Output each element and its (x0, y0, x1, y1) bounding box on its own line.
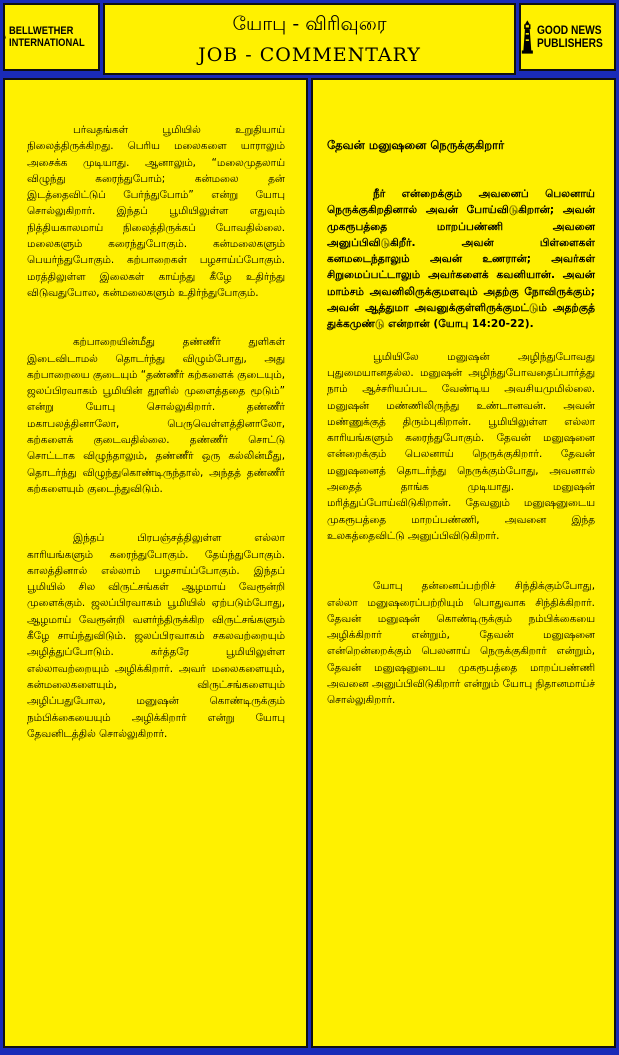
right-column (311, 78, 616, 1048)
right-column-text (327, 138, 595, 743)
good-news-logo (519, 3, 616, 71)
title-box (103, 3, 516, 75)
bellwether-logo (3, 3, 100, 71)
right-logo-text (537, 24, 603, 50)
paragraph: பர்வதங்கள் பூமியில் உறுதியாய் நிலைத்திருக்கிறது. பெரிய மலைகளை யாராலும் அசைக்க முடியாது. ஆனாலும், “மலைமுதலாய் விழுந்து கரைந்துபோம்; கன்மலை தன் இடத்தைவிட்டுப் பேர்ந்துபோம்” என்று யோபு சொல்லுகிறார். இந்தப் பூமியிலுள்ள எதுவும் நித்தியகாலமாய் நிலைத்திருக்கப் போவதில்லை. மலைகளும் கரைந்துபோகும். கன்மலைகளும் பெயர்ந்துபோகும். கற்பாறைகள் பழசாய்ப்போகும். மரத்திலுள்ள இலைகள் காய்ந்து கீழே உதிர்ந்து விடுவதுபோல, கன்மலைகளும் உதிர்ந்துபோகும். (27, 124, 285, 299)
left-column (3, 78, 308, 1048)
paragraph: இந்தப் பிரபஞ்சத்திலுள்ள எல்லா காரியங்களும் கரைந்துபோகும். தேய்ந்துபோகும். காலத்தினால் எல்லாம் பழசாய்ப்போகும். இந்தப் பூமியில் சில விருட்சங்கள் ஆழமாய் வேரூன்றி முளைக்கும். ஜலப்பிரவாகம் பூமியில் ஏற்படும்போது, ஆழமாய் வேரூன்றி வளர்ந்திருக்கிற விருட்சங்களும் கீழே சாய்ந்துவிடும். ஜலப்பிரவாகம் சகலவற்றையும் அழித்துப்போடும். கர்த்தரே பூமியிலுள்ள எல்லாவற்றையும் அழிக்கிறார். அவர் மலைகளையும், கன்மலைகளையும், விருட்சங்களையும் அழிப்பதுபோல, மனுஷன் கொண்டிருக்கும் நம்பிக்கையையும் அழிக்கிறார் என்று யோபு தேவனிடத்தில் சொல்லுகிறார். (27, 532, 285, 740)
left-column-text (27, 122, 285, 775)
left-logo-line: INTERNATIONAL (8, 37, 85, 49)
title-tamil: யோபு - விரிவுரை (232, 12, 387, 35)
scripture-verse: நீர் என்றைக்கும் அவனைப் பெலனாய் நெருக்குகிறதினால் அவன் போய்விடுகிறான்; அவன் முகரூபத்தை மாறப்பண்ணி அவனை அனுப்பிவிடுகிறீர். அவன் பிள்ளைகள் கனமடைந்தாலும் அவன் உணரான்; அவர்கள் சிறுமைப்பட்டாலும் அவர்களைக் கவனியான். அவன் மாம்சம் அவனிலிருக்குமளவும் அதற்கு நோவிருக்கும்; அவன் ஆத்துமா அவனுக்குள்ளிருக்குமட்டும் அதற்குத் துக்கமுண்டு என்றான் (யோபு 14:20-22). (327, 188, 595, 331)
title-english: JOB - COMMENTARY (198, 43, 421, 66)
section-heading: தேவன் மனுஷனை நெருக்குகிறார் (327, 138, 505, 152)
right-logo-line: PUBLISHERS (536, 36, 603, 50)
left-logo-line: BELLWETHER (8, 25, 74, 37)
paragraph: கற்பாறையின்மீது தண்ணீர் துளிகள் இடைவிடாமல் தொடர்ந்து விழும்போது, அது கற்பாறையை குடையும் “தண்ணீர் கற்களைக் குடையும், ஜலப்பிரவாகம் பூமியின் தூளில் முளைத்ததை மூடும்” என்று யோபு சொல்லுகிறார். தண்ணீர் மகாபலத்தினாலோ, பெருவெள்ளத்தினாலோ, கற்களைக் குடைவதில்லை. தண்ணீர் சொட்டு சொட்டாக விழுந்தாலும், தண்ணீர் ஒரு கல்லின்மீது, தொடர்ந்து விழுந்துகொண்டிருந்தால், அந்தத் தண்ணீர் கற்களையும் குடைந்துவிடும். (27, 336, 285, 495)
lighthouse-icon (521, 16, 534, 58)
paragraph: பூமியிலே மனுஷன் அழிந்துபோவது புதுமையானதல்ல. மனுஷன் அழிந்துபோவதைப்பார்த்து நாம் ஆச்சரியப்பட வேண்டிய அவசியமுமில்லை. மனுஷன் மண்ணிலிருந்து உண்டானவன். அவன் மண்ணுக்குத் திரும்புகிறான். பூமியிலுள்ள எல்லா காரியங்களும் கரைந்துபோகும். தேவன் மனுஷனை என்றைக்கும் பெலனாய் நெருக்குகிறார். தேவன் மனுஷனைத் தொடர்ந்து நெருக்கும்போது, அவனால் அதைத் தாங்க முடியாது. மனுஷன் மரித்துப்போய்விடுகிறான். தேவனும் மனுஷனுடைய முகரூபத்தை மாறப்பண்ணி, அவனை இந்த உலகத்தைவிட்டு அனுப்பிவிடுகிறார். (327, 350, 595, 542)
right-logo-line: GOOD NEWS (536, 23, 602, 37)
left-logo-text (9, 25, 85, 49)
paragraph: யோபு தன்னைப்பற்றிச் சிந்திக்கும்போது, எல்லா மனுஷரைப்பற்றியும் பொதுவாக சிந்திக்கிறார். தேவன் மனுஷன் கொண்டிருக்கும் நம்பிக்கையை அழிக்கிறார் என்றும், தேவன் மனுஷனை என்றென்றைக்கும் பெலனாய் நெருக்குகிறார் என்றும், தேவன் மனுஷனுடைய முகரூபத்தை மாறப்பண்ணி அவனை அனுப்பிவிடுகிறார் என்றும் யோபு நிதானமாய்ச் சொல்லுகிறார். (327, 580, 595, 707)
header (3, 3, 616, 75)
bellwether-tower-icon (5, 16, 6, 58)
